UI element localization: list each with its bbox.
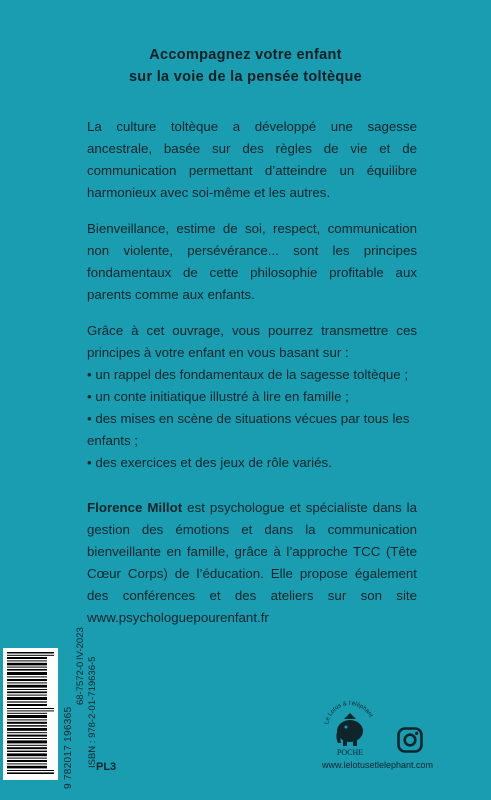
print-code: 68-7572-0 <box>75 661 86 705</box>
edition-code: IV-2023 <box>75 627 86 660</box>
author-bio <box>87 497 417 629</box>
barcode <box>3 648 58 780</box>
isbn: ISBN : 978-2-01-719636-5 <box>87 656 98 768</box>
bullet-item: • un rappel des fondamentaux de la sagesse toltèque ; <box>87 367 409 382</box>
svg-text:Le Lotus & l’éléphant: Le Lotus & l’éléphant <box>324 700 374 725</box>
contents-intro: Grâce à cet ouvrage, vous pourrez transmettre ces principes à votre enfant en vous basant sur : <box>87 323 417 360</box>
cover-title-line-1: Accompagnez votre enfant <box>149 47 342 63</box>
bullet-item: • des mises en scène de situations vécues par tous les enfants ; <box>87 411 410 448</box>
barcode-number: 9 782017 196365 <box>63 706 74 789</box>
publisher-website[interactable]: www.lelotusetlelephant.com <box>322 760 434 770</box>
svg-text:POCHE: POCHE <box>336 748 364 757</box>
pl-code: PL3 <box>96 761 117 773</box>
author-name: Florence Millot <box>87 500 183 515</box>
author-bio-text: est psychologue et spécialiste dans la gestion des émotions et dans la communication bienveillante en famille, grâce à l’approche TCC (Tête Cœur Corps) de l’éducation. Elle propose également des conférences et des ateliers sur son site www.psychologuepourenfant.fr <box>87 500 417 625</box>
cover-title-line-2: sur la voie de la pensée toltèque <box>128 69 363 85</box>
barcode-bars <box>7 652 54 776</box>
paragraph-principles: Bienveillance, estime de soi, respect, communication non violente, persévérance... sont les principes fondamentaux de cette philosophie profitable aux parents comme aux enfants. <box>87 221 417 302</box>
paragraph-intro: La culture toltèque a développé une sagesse ancestrale, basée sur des règles de vie et de communication permettant d’atteindre un équilibre harmonieux avec soi-même et les autres. <box>87 119 417 200</box>
bullet-item: • un conte initiatique illustré à lire en famille ; <box>87 389 349 404</box>
instagram-icon[interactable] <box>397 727 423 753</box>
publisher-logo <box>322 697 378 761</box>
bullet-item: • des exercices et des jeux de rôle variés. <box>87 455 332 470</box>
paragraph-contents <box>87 320 417 474</box>
cover-title <box>0 44 491 88</box>
